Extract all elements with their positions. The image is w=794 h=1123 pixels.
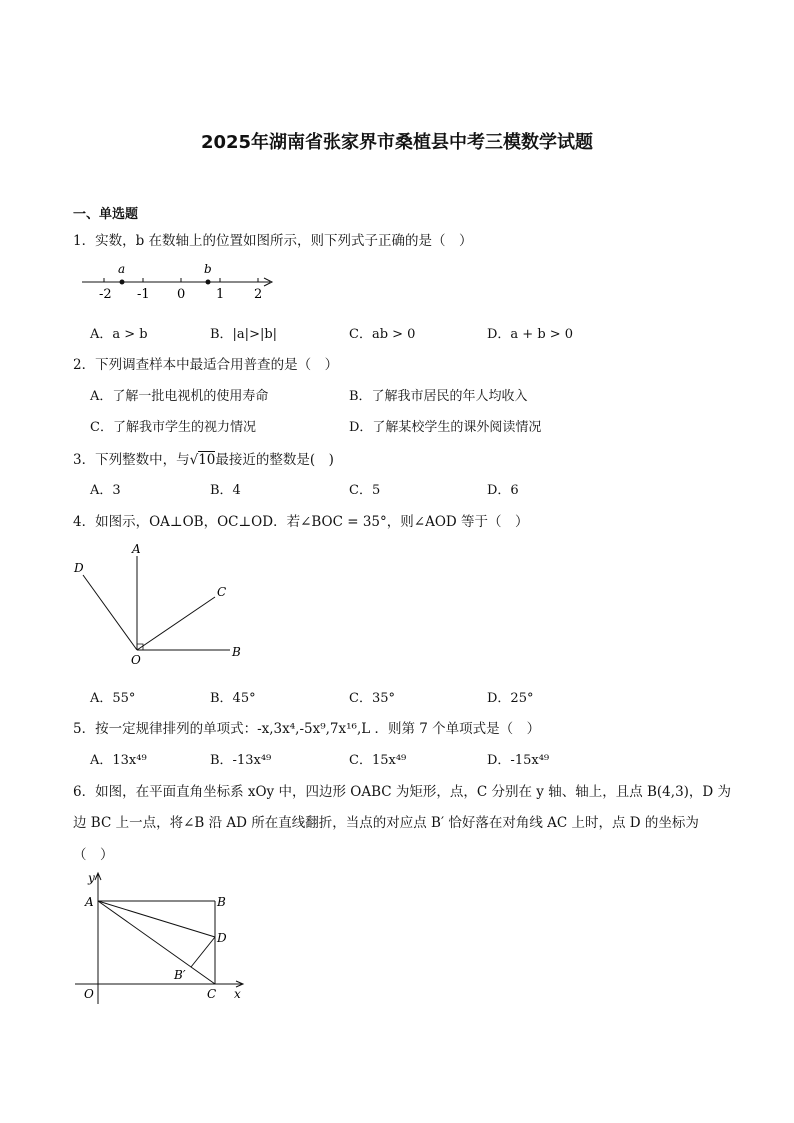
q3-option-b[interactable]: B．4 [210,483,241,498]
question-1-stem: 1．实数，b 在数轴上的位置如图所示，则下列式子正确的是（ ） [73,233,473,249]
q3-radicand: 10 [198,452,216,468]
number-line-figure [74,258,284,304]
label-o: O [131,653,141,667]
diagonal-ac [98,901,215,984]
q5-option-c[interactable]: C．15x⁴⁹ [349,753,407,768]
question-5-stem: 5．按一定规律排列的单项式：-x,3x⁴,-5x⁹,7x¹⁶,L ．则第 7 个单项式是（ ） [73,721,541,737]
question-2-stem: 2．下列调查样本中最适合用普查的是（ ） [73,357,339,373]
page-title: 2025年湖南省张家界市桑植县中考三模数学试题 [200,132,594,153]
q1-option-b[interactable]: B．|a|>|b| [210,327,278,342]
q1-option-d[interactable]: D．a + b > 0 [487,327,574,342]
q1-option-a[interactable]: A．a > b [90,327,148,342]
label-a: A [85,895,94,909]
segment-db-prime [191,937,215,967]
sqrt-symbol: √ [189,452,199,468]
ray-od [83,575,137,650]
q4-option-b[interactable]: B．45° [210,691,256,706]
question-6-line-3: （ ） [73,847,114,863]
tick-label: -2 [99,287,112,302]
q5-option-d[interactable]: D．-15x⁴⁹ [487,753,550,768]
label-b: B [217,895,226,909]
q2-option-a[interactable]: A．了解一批电视机的使用寿命 [90,389,269,404]
q5-option-b[interactable]: B．-13x⁴⁹ [210,753,272,768]
tick-label: -1 [137,287,150,302]
coordinate-figure [72,866,252,1006]
q4-option-c[interactable]: C．35° [349,691,395,706]
q5-option-a[interactable]: A．13x⁴⁹ [90,753,147,768]
q3-option-a[interactable]: A．3 [90,483,121,498]
point-b [206,280,211,285]
label-d: D [74,561,84,575]
label-o: O [84,987,94,1001]
tick-label: 0 [177,287,186,302]
point-a [120,280,125,285]
q3-option-c[interactable]: C．5 [349,483,381,498]
segment-ad [98,901,215,937]
section-heading: 一、单选题 [73,207,139,222]
angle-figure [70,540,250,670]
label-x: x [234,987,241,1001]
label-c: C [217,585,227,599]
label-b: b [204,262,212,276]
q4-option-a[interactable]: A．55° [90,691,136,706]
q3-stem-before: 3．下列整数中，与 [73,452,190,468]
label-c: C [207,987,217,1001]
ray-oc [137,597,215,650]
question-6-line-2: 边 BC 上一点，将∠B 沿 AD 所在直线翻折，当点的对应点 B′ 恰好落在对角线 AC 上时，点 D 的坐标为 [73,815,699,831]
q1-option-c[interactable]: C．ab > 0 [349,327,416,342]
tick-label: 2 [254,287,263,302]
label-b-prime: B′ [174,968,186,982]
label-y: y [88,871,95,885]
q4-option-d[interactable]: D．25° [487,691,534,706]
question-4-stem: 4．如图示，OA⊥OB，OC⊥OD．若∠BOC = 35°，则∠AOD 等于（ ） [73,514,529,530]
label-d: D [217,931,227,945]
q3-stem-after: 最接近的整数是( ) [215,452,334,468]
q2-option-c[interactable]: C．了解我市学生的视力情况 [90,420,256,435]
label-a: A [132,542,141,556]
question-6-line-1: 6．如图，在平面直角坐标系 xOy 中，四边形 OABC 为矩形，点，C 分别在 y 轴、轴上，且点 B(4,3)，D 为 [73,784,732,800]
question-3-stem [73,448,334,468]
q2-option-d[interactable]: D．了解某校学生的课外阅读情况 [349,420,542,435]
q2-option-b[interactable]: B．了解我市居民的年人均收入 [349,389,528,404]
label-a: a [118,262,126,276]
label-b: B [232,645,241,659]
tick-label: 1 [216,287,225,302]
q3-option-d[interactable]: D．6 [487,483,519,498]
